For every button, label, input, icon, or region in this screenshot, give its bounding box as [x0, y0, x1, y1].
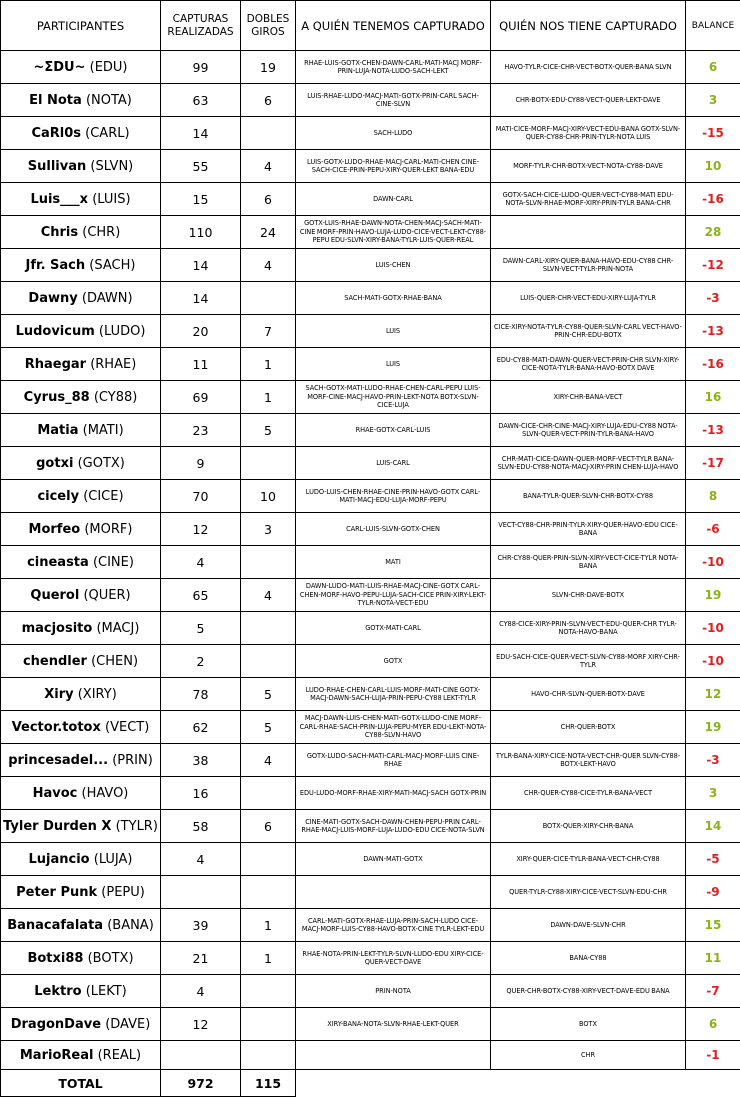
doubles-cell [241, 1041, 296, 1070]
table-row [1, 282, 740, 315]
table-row [1, 975, 740, 1008]
participant-code: (LUJA) [94, 852, 133, 867]
participant-code: (LUDO) [99, 324, 146, 339]
participant-code: (DAWN) [82, 291, 133, 306]
table-row [1, 447, 740, 480]
captured-cell: XIRY-BANA-NOTA-SLVN-RHAE-LEKT-QUER [296, 1008, 491, 1041]
participant-name: Rhaegar [25, 357, 86, 372]
participant-cell [1, 612, 161, 645]
participant-code: (CICE) [83, 489, 123, 504]
captured-cell: GOTX-LUDO-SACH-MATI-CARL-MACJ-MORF-LUIS CINE-RHAE [296, 744, 491, 777]
participant-cell [1, 744, 161, 777]
header-captured-by: QUIÉN NOS TIENE CAPTURADO [491, 1, 686, 51]
captured-by-cell: EDU-CY88-MATI-DAWN-QUER-VECT-PRIN-CHR SLVN-XIRY-CICE-NOTA-TYLR-BANA-HAVO-BOTX DAVE [491, 348, 686, 381]
participant-cell [1, 645, 161, 678]
table-row [1, 480, 740, 513]
captured-cell: LUDO-RHAE-CHEN-CARL-LUIS-MORF-MATI-CINE GOTX-MACJ-DAWN-SACH-LUJA-PRIN-PEPU-CY88 LEKT-TYLR [296, 678, 491, 711]
captures-cell: 14 [161, 282, 241, 315]
balance-cell: 19 [686, 711, 740, 744]
participant-cell [1, 216, 161, 249]
balance-cell: 14 [686, 810, 740, 843]
table-row [1, 84, 740, 117]
participant-code: (TYLR) [116, 819, 158, 834]
participant-name: Luis___x [30, 192, 88, 207]
participant-code: (SACH) [89, 258, 135, 273]
participant-code: (MATI) [83, 423, 124, 438]
table-row [1, 51, 740, 84]
participant-cell [1, 414, 161, 447]
participant-cell [1, 579, 161, 612]
balance-cell: -7 [686, 975, 740, 1008]
captured-cell: CARL-LUIS-SLVN-GOTX-CHEN [296, 513, 491, 546]
captures-cell: 16 [161, 777, 241, 810]
participant-cell [1, 348, 161, 381]
table-row [1, 612, 740, 645]
participant-name: Querol [30, 588, 79, 603]
captured-by-cell: DAWN-CICE-CHR-CINE-MACJ-XIRY-LUJA-EDU-CY88 NOTA-SLVN-QUER-VECT-PRIN-TYLR-BANA-HAVO [491, 414, 686, 447]
participant-code: (PEPU) [101, 885, 145, 900]
captured-cell: DAWN-CARL [296, 183, 491, 216]
participant-cell [1, 249, 161, 282]
captures-cell [161, 876, 241, 909]
balance-cell: -1 [686, 1041, 740, 1070]
table-row [1, 513, 740, 546]
table-row [1, 744, 740, 777]
captured-cell: LUIS-CHEN [296, 249, 491, 282]
table-row [1, 414, 740, 447]
captures-cell: 9 [161, 447, 241, 480]
doubles-cell: 4 [241, 744, 296, 777]
captured-cell: LUIS-CARL [296, 447, 491, 480]
participant-cell [1, 810, 161, 843]
captured-by-cell: SLVN-CHR-DAVE-BOTX [491, 579, 686, 612]
participant-cell [1, 678, 161, 711]
captured-cell: GOTX-MATI-CARL [296, 612, 491, 645]
captures-cell: 78 [161, 678, 241, 711]
captured-by-cell: QUER-TYLR-CY88-XIRY-CICE-VECT-SLVN-EDU-CHR [491, 876, 686, 909]
captures-cell: 39 [161, 909, 241, 942]
balance-cell: 28 [686, 216, 740, 249]
participant-code: (CY88) [94, 390, 137, 405]
doubles-cell: 1 [241, 348, 296, 381]
table-row [1, 381, 740, 414]
table-row [1, 645, 740, 678]
captured-by-cell: CHR-CY88-QUER-PRIN-SLVN-XIRY-VECT-CICE-TYLR NOTA-BANA [491, 546, 686, 579]
participant-name: cicely [37, 489, 79, 504]
participant-name: Havoc [33, 786, 78, 801]
table-row [1, 1008, 740, 1041]
participant-cell [1, 447, 161, 480]
balance-cell: 15 [686, 909, 740, 942]
balance-cell: -6 [686, 513, 740, 546]
captures-cell: 23 [161, 414, 241, 447]
table-row [1, 843, 740, 876]
participant-name: chendler [23, 654, 87, 669]
participant-name: Ludovicum [16, 324, 95, 339]
balance-cell: -15 [686, 117, 740, 150]
captured-cell: GOTX-LUIS-RHAE-DAWN-NOTA-CHEN-MACJ-SACH-MATI-CINE MORF-PRIN-HAVO-LUJA-LUDO-CICE-VECT-LEKT-CY88-PEPU EDU-SLVN-XIRY-BANA-TYLR-LUIS-QUER-REAL [296, 216, 491, 249]
captured-by-cell: HAVO-TYLR-CICE-CHR-VECT-BOTX-QUER-BANA SLVN [491, 51, 686, 84]
captures-cell: 4 [161, 843, 241, 876]
participant-cell [1, 1041, 161, 1070]
participant-cell [1, 513, 161, 546]
captured-cell: CARL-MATI-GOTX-RHAE-LUJA-PRIN-SACH-LUDO CICE-MACJ-MORF-LUIS-CY88-HAVO-BOTX-CINE TYLR-LEKT-EDU [296, 909, 491, 942]
captured-by-cell: DAWN-CARL-XIRY-QUER-BANA-HAVO-EDU-CY88 CHR-SLVN-VECT-TYLR-PRIN-NOTA [491, 249, 686, 282]
captured-by-cell: LUIS-QUER-CHR-VECT-EDU-XIRY-LUJA-TYLR [491, 282, 686, 315]
balance-cell: 6 [686, 51, 740, 84]
participant-cell [1, 1008, 161, 1041]
participant-name: gotxi [36, 456, 73, 471]
doubles-cell: 4 [241, 249, 296, 282]
table-row [1, 810, 740, 843]
balance-cell: 16 [686, 381, 740, 414]
captured-by-cell: XIRY-CHR-BANA-VECT [491, 381, 686, 414]
participant-name: Xiry [44, 687, 73, 702]
participant-cell [1, 381, 161, 414]
captured-by-cell: CHR-QUER-CY88-CICE-TYLR-BANA-VECT [491, 777, 686, 810]
captures-cell: 21 [161, 942, 241, 975]
participant-cell [1, 117, 161, 150]
captures-cell [161, 1041, 241, 1070]
table-row [1, 315, 740, 348]
participant-cell [1, 843, 161, 876]
captures-cell: 58 [161, 810, 241, 843]
participant-cell [1, 84, 161, 117]
doubles-cell: 10 [241, 480, 296, 513]
participant-code: (CINE) [93, 555, 134, 570]
doubles-cell: 7 [241, 315, 296, 348]
participant-code: (CARL) [85, 126, 129, 141]
participant-code: (XIRY) [78, 687, 117, 702]
doubles-cell: 19 [241, 51, 296, 84]
captures-cell: 70 [161, 480, 241, 513]
participant-name: Peter Punk [16, 885, 97, 900]
balance-cell: 19 [686, 579, 740, 612]
participant-code: (QUER) [83, 588, 130, 603]
captured-by-cell: CICE-XIRY-NOTA-TYLR-CY88-QUER-SLVN-CARL VECT-HAVO-PRIN-CHR-EDU-BOTX [491, 315, 686, 348]
participant-name: Chris [41, 225, 78, 240]
captured-by-cell: VECT-CY88-CHR-PRIN-TYLR-XIRY-QUER-HAVO-EDU CICE-BANA [491, 513, 686, 546]
captured-cell: DAWN-MATI-GOTX [296, 843, 491, 876]
doubles-cell [241, 777, 296, 810]
captured-cell: RHAE-GOTX-CARL-LUIS [296, 414, 491, 447]
captures-cell: 110 [161, 216, 241, 249]
participant-cell [1, 975, 161, 1008]
captured-by-cell: CHR-BOTX-EDU-CY88-VECT-QUER-LEKT-DAVE [491, 84, 686, 117]
participant-name: Lektro [34, 984, 81, 999]
captures-cell: 55 [161, 150, 241, 183]
captures-cell: 69 [161, 381, 241, 414]
captured-by-cell: BANA-TYLR-QUER-SLVN-CHR-BOTX-CY88 [491, 480, 686, 513]
participant-cell [1, 777, 161, 810]
doubles-cell [241, 447, 296, 480]
doubles-cell: 24 [241, 216, 296, 249]
balance-cell: 8 [686, 480, 740, 513]
table-row [1, 183, 740, 216]
participant-code: (LUIS) [92, 192, 130, 207]
doubles-cell: 6 [241, 810, 296, 843]
participant-cell [1, 909, 161, 942]
participant-cell [1, 150, 161, 183]
captures-cell: 14 [161, 249, 241, 282]
participant-cell [1, 315, 161, 348]
captures-cell: 11 [161, 348, 241, 381]
participant-code: (EDU) [90, 60, 128, 75]
captured-by-cell: CHR [491, 1041, 686, 1070]
total-doubles: 115 [241, 1070, 296, 1097]
captured-cell: EDU-LUDO-MORF-RHAE-XIRY-MATI-MACJ-SACH GOTX-PRIN [296, 777, 491, 810]
table-row [1, 678, 740, 711]
participant-name: Lujancio [28, 852, 89, 867]
participant-code: (BOTX) [88, 951, 134, 966]
captures-cell: 12 [161, 1008, 241, 1041]
doubles-cell [241, 117, 296, 150]
balance-cell: -16 [686, 348, 740, 381]
header-doubles: DOBLES GIROS [241, 1, 296, 51]
participant-name: Vector.totox [12, 720, 101, 735]
captured-by-cell: XIRY-QUER-CICE-TYLR-BANA-VECT-CHR-CY88 [491, 843, 686, 876]
doubles-cell [241, 612, 296, 645]
participant-name: ~ΣDU~ [33, 60, 85, 75]
captured-cell: MATI [296, 546, 491, 579]
captured-cell: MACJ-DAWN-LUIS-CHEN-MATI-GOTX-LUDO-CINE MORF-CARL-RHAE-SACH-PRIN-LUJA-PEPU-MYER EDU-LEKT-NOTA-CY88-SLVN-HAVO [296, 711, 491, 744]
captures-cell: 4 [161, 975, 241, 1008]
participant-name: CaRl0s [31, 126, 81, 141]
captured-cell: CINE-MATI-GOTX-SACH-DAWN-CHEN-PEPU-PRIN CARL-RHAE-MACJ-LUIS-MORF-LUJA-LUDO-EDU CICE-NOTA-SLVN [296, 810, 491, 843]
captured-by-cell: MORF-TYLR-CHR-BOTX-VECT-NOTA-CY88-DAVE [491, 150, 686, 183]
header-participants: PARTICIPANTES [1, 1, 161, 51]
participant-code: (GOTX) [78, 456, 125, 471]
captured-cell: LUIS-RHAE-LUDO-MACJ-MATI-GOTX-PRIN-CARL SACH-CINE-SLVN [296, 84, 491, 117]
balance-cell: -13 [686, 414, 740, 447]
participant-code: (CHR) [82, 225, 120, 240]
participant-cell [1, 51, 161, 84]
doubles-cell: 5 [241, 414, 296, 447]
doubles-cell: 6 [241, 84, 296, 117]
participant-code: (DAVE) [105, 1017, 150, 1032]
captured-by-cell: CHR-MATI-CICE-DAWN-QUER-MORF-VECT-TYLR BANA-SLVN-EDU-CY88-NOTA-MACJ-XIRY-PRIN CHEN-LUJA-HAVO [491, 447, 686, 480]
table-row [1, 579, 740, 612]
table-row [1, 546, 740, 579]
participant-code: (MACJ) [96, 621, 139, 636]
captures-cell: 38 [161, 744, 241, 777]
doubles-cell: 6 [241, 183, 296, 216]
captured-by-cell [491, 216, 686, 249]
table-row [1, 150, 740, 183]
captured-cell: DAWN-LUDO-MATI-LUIS-RHAE-MACJ-CINE-GOTX CARL-CHEN-MORF-HAVO-PEPU-LUJA-SACH-CICE PRIN-XIRY-LEKT-TYLR-NOTA-VECT-EDU [296, 579, 491, 612]
captures-cell: 5 [161, 612, 241, 645]
doubles-cell [241, 282, 296, 315]
captures-cell: 2 [161, 645, 241, 678]
captures-cell: 63 [161, 84, 241, 117]
participant-code: (HAVO) [82, 786, 129, 801]
captured-by-cell: TYLR-BANA-XIRY-CICE-NOTA-VECT-CHR-QUER SLVN-CY88-BOTX-LEKT-HAVO [491, 744, 686, 777]
participant-cell [1, 876, 161, 909]
table-row [1, 909, 740, 942]
balance-cell: -10 [686, 612, 740, 645]
captured-cell: RHAE-NOTA-PRIN-LEKT-TYLR-SLVN-LUDO-EDU XIRY-CICE-QUER-VECT-DAVE [296, 942, 491, 975]
participant-cell [1, 546, 161, 579]
captured-cell: PRIN-NOTA [296, 975, 491, 1008]
header-balance: BALANCE [686, 1, 740, 51]
captured-by-cell: DAWN-DAVE-SLVN-CHR [491, 909, 686, 942]
balance-cell: -10 [686, 546, 740, 579]
balance-cell: -17 [686, 447, 740, 480]
table-row [1, 876, 740, 909]
participant-code: (BANA) [107, 918, 154, 933]
total-captures: 972 [161, 1070, 241, 1097]
balance-cell: 12 [686, 678, 740, 711]
captured-by-cell: BOTX [491, 1008, 686, 1041]
captures-cell: 4 [161, 546, 241, 579]
balance-cell: -13 [686, 315, 740, 348]
captured-cell: RHAE-LUIS-GOTX-CHEN-DAWN-CARL-MATI-MACJ MORF-PRIN-LUJA-NOTA-LUDO-SACH-LEKT [296, 51, 491, 84]
captured-by-cell: CY88-CICE-XIRY-PRIN-SLVN-VECT-EDU-QUER-CHR TYLR-NOTA-HAVO-BANA [491, 612, 686, 645]
captured-cell: GOTX [296, 645, 491, 678]
captured-by-cell: QUER-CHR-BOTX-CY88-XIRY-VECT-DAVE-EDU BANA [491, 975, 686, 1008]
table-row [1, 942, 740, 975]
participant-cell [1, 183, 161, 216]
captured-by-cell: BANA-CY88 [491, 942, 686, 975]
balance-cell: 11 [686, 942, 740, 975]
total-row [1, 1070, 740, 1097]
participant-name: Botxi88 [27, 951, 83, 966]
participant-name: princesadel... [8, 753, 108, 768]
balance-cell: -10 [686, 645, 740, 678]
captures-cell: 62 [161, 711, 241, 744]
captures-cell: 20 [161, 315, 241, 348]
doubles-cell: 1 [241, 381, 296, 414]
doubles-cell: 5 [241, 711, 296, 744]
header-row [1, 1, 740, 51]
doubles-cell: 1 [241, 909, 296, 942]
doubles-cell [241, 1008, 296, 1041]
balance-cell: 3 [686, 777, 740, 810]
captured-cell: LUDO-LUIS-CHEN-RHAE-CINE-PRIN-HAVO-GOTX CARL-MATI-MACJ-EDU-LUJA-MORF-PEPU [296, 480, 491, 513]
table-row [1, 1041, 740, 1070]
doubles-cell: 5 [241, 678, 296, 711]
doubles-cell: 1 [241, 942, 296, 975]
participant-name: MarioReal [20, 1048, 94, 1063]
captured-cell [296, 876, 491, 909]
captured-cell: SACH-GOTX-MATI-LUDO-RHAE-CHEN-CARL-PEPU LUIS-MORF-CINE-MACJ-HAVO-PRIN-LEKT-NOTA BOTX-SLVN-CICE-LUJA [296, 381, 491, 414]
doubles-cell [241, 843, 296, 876]
balance-cell: -9 [686, 876, 740, 909]
captured-cell: LUIS [296, 315, 491, 348]
participant-name: Sullivan [28, 159, 87, 174]
balance-cell: -3 [686, 282, 740, 315]
captured-by-cell: CHR-QUER-BOTX [491, 711, 686, 744]
balance-cell: -3 [686, 744, 740, 777]
balance-cell: 3 [686, 84, 740, 117]
participant-code: (REAL) [98, 1048, 142, 1063]
participant-code: (PRIN) [112, 753, 153, 768]
participant-code: (CHEN) [91, 654, 138, 669]
participant-code: (NOTA) [86, 93, 132, 108]
participant-code: (VECT) [105, 720, 149, 735]
participant-code: (LEKT) [86, 984, 127, 999]
participant-name: Tyler Durden X [3, 819, 111, 834]
captured-cell: LUIS [296, 348, 491, 381]
captures-cell: 14 [161, 117, 241, 150]
balance-cell: -16 [686, 183, 740, 216]
participant-name: macjosito [22, 621, 93, 636]
total-blank [296, 1070, 740, 1097]
header-captured: A QUIÉN TENEMOS CAPTURADO [296, 1, 491, 51]
participant-name: Matia [37, 423, 78, 438]
participant-cell [1, 282, 161, 315]
table-row [1, 711, 740, 744]
captured-cell: LUIS-GOTX-LUDO-RHAE-MACJ-CARL-MATI-CHEN CINE-SACH-CICE-PRIN-PEPU-XIRY-QUER-LEKT BANA-EDU [296, 150, 491, 183]
captures-cell: 65 [161, 579, 241, 612]
total-label: TOTAL [1, 1070, 161, 1097]
participant-name: Banacafalata [7, 918, 103, 933]
participant-cell [1, 480, 161, 513]
captured-by-cell: BOTX-QUER-XIRY-CHR-BANA [491, 810, 686, 843]
captured-cell [296, 1041, 491, 1070]
participant-name: Dawny [28, 291, 77, 306]
table-row [1, 249, 740, 282]
doubles-cell [241, 546, 296, 579]
doubles-cell: 4 [241, 579, 296, 612]
captures-cell: 15 [161, 183, 241, 216]
table-row [1, 117, 740, 150]
captures-cell: 12 [161, 513, 241, 546]
participant-cell [1, 711, 161, 744]
table-row [1, 216, 740, 249]
participant-code: (SLVN) [90, 159, 133, 174]
participant-name: Cyrus_88 [24, 390, 90, 405]
participant-name: Jfr. Sach [26, 258, 86, 273]
balance-cell: 10 [686, 150, 740, 183]
captured-by-cell: EDU-SACH-CICE-QUER-VECT-SLVN-CY88-MORF XIRY-CHR-TYLR [491, 645, 686, 678]
balance-cell: -5 [686, 843, 740, 876]
balance-cell: -12 [686, 249, 740, 282]
participant-code: (MORF) [84, 522, 132, 537]
table-row [1, 348, 740, 381]
participant-name: DragonDave [11, 1017, 101, 1032]
participant-name: cineasta [27, 555, 89, 570]
doubles-cell [241, 975, 296, 1008]
captures-cell: 99 [161, 51, 241, 84]
doubles-cell: 3 [241, 513, 296, 546]
doubles-cell: 4 [241, 150, 296, 183]
captured-by-cell: HAVO-CHR-SLVN-QUER-BOTX-DAVE [491, 678, 686, 711]
captured-cell: SACH-LUDO [296, 117, 491, 150]
balance-cell: 6 [686, 1008, 740, 1041]
captured-by-cell: MATI-CICE-MORF-MACJ-XIRY-VECT-EDU-BANA GOTX-SLVN-QUER-CY88-CHR-PRIN-TYLR-NOTA LUIS [491, 117, 686, 150]
doubles-cell [241, 645, 296, 678]
doubles-cell [241, 876, 296, 909]
header-captures: CAPTURAS REALIZADAS [161, 1, 241, 51]
participant-code: (RHAE) [90, 357, 136, 372]
captured-cell: SACH-MATI-GOTX-RHAE-BANA [296, 282, 491, 315]
captured-by-cell: GOTX-SACH-CICE-LUDO-QUER-VECT-CY88-MATI EDU-NOTA-SLVN-RHAE-MORF-XIRY-PRIN-TYLR BANA-CHR [491, 183, 686, 216]
table-row [1, 777, 740, 810]
participant-name: Morfeo [29, 522, 81, 537]
participant-cell [1, 942, 161, 975]
participant-name: El Nota [29, 93, 82, 108]
